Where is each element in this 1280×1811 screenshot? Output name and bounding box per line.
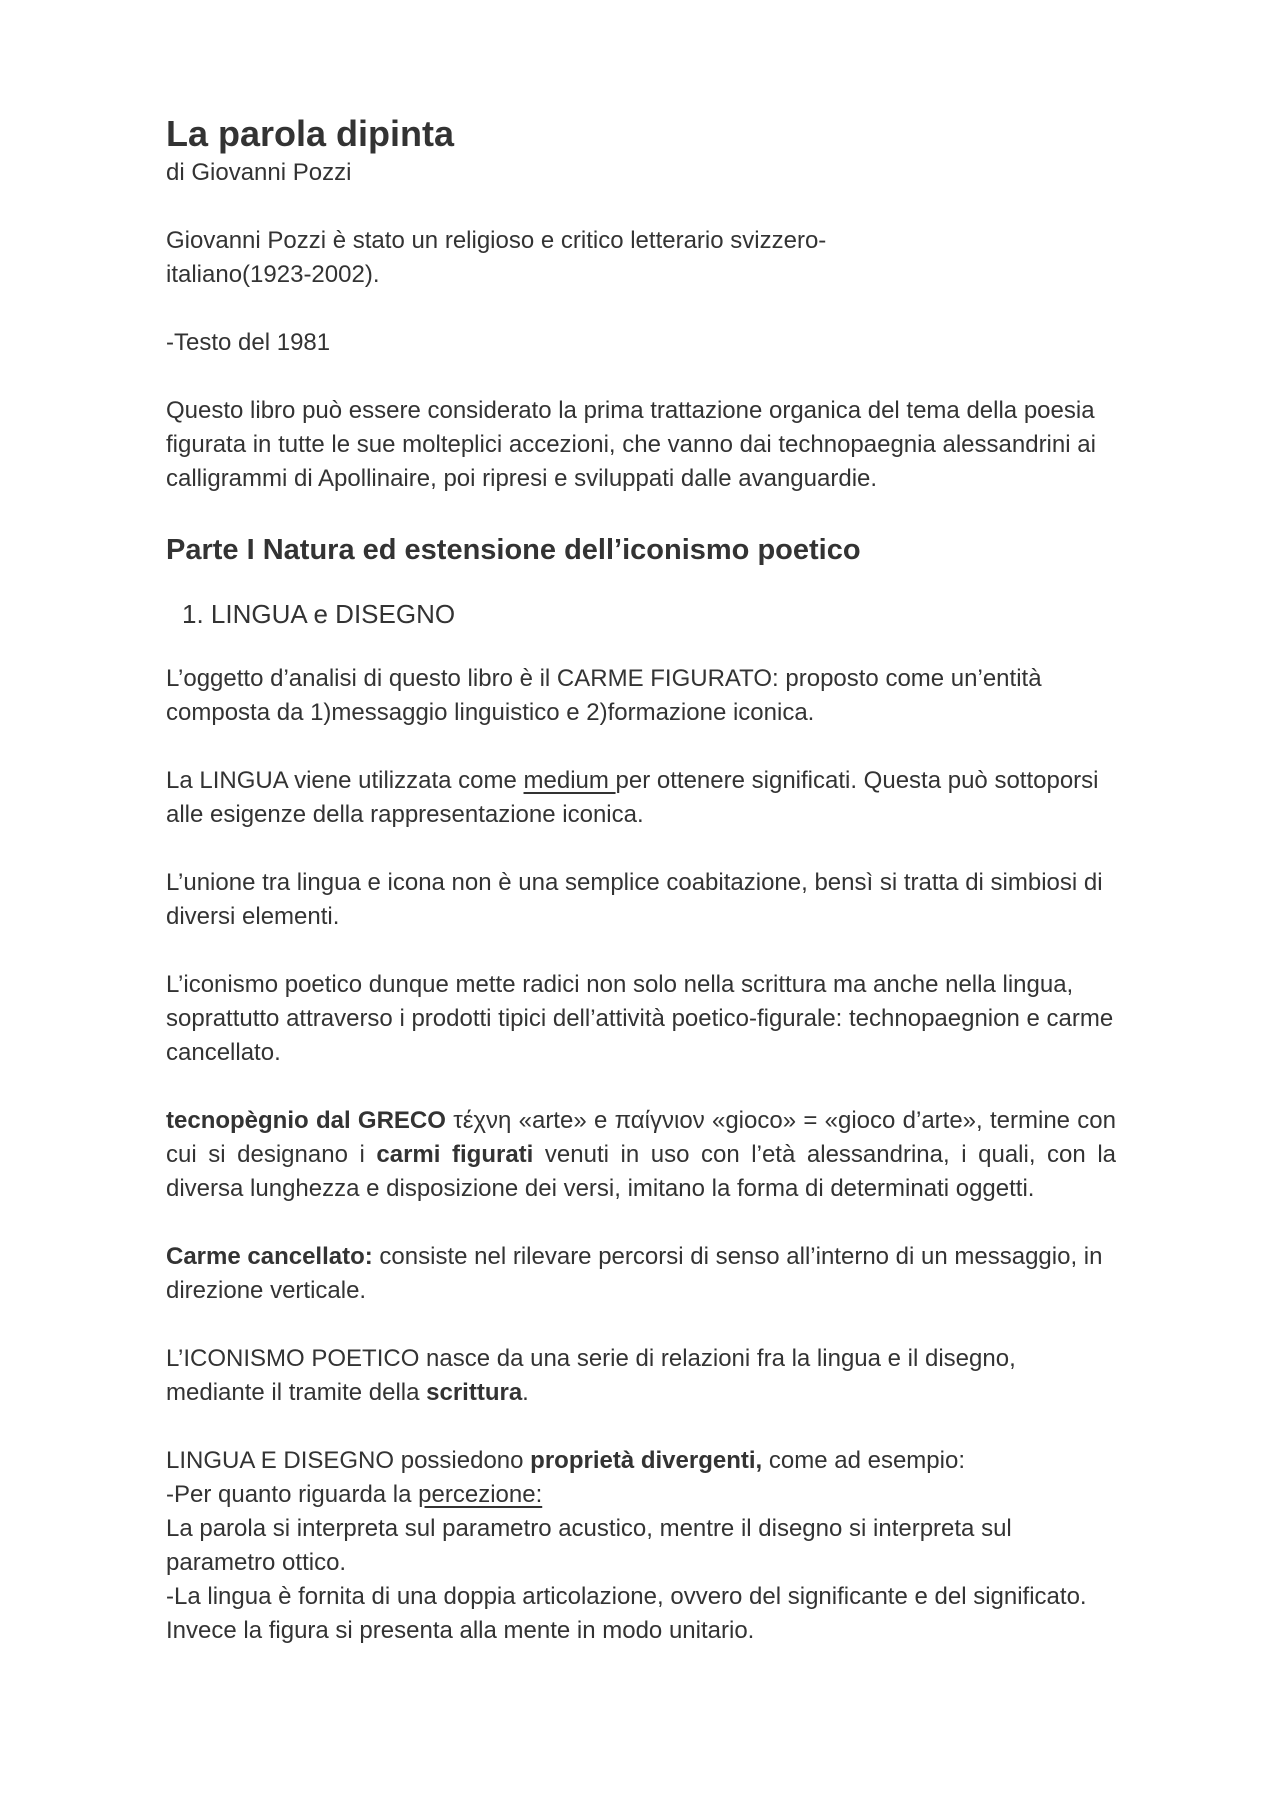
iconismo-paragraph: L’iconismo poetico dunque mette radici non solo nella scrittura ma anche nella lingua, soprattutto attraverso i prodotti tipici dell’attività poetico-figurale: technopaegnion e carme cancellato.	[166, 971, 1114, 1066]
abstract-paragraph: Questo libro può essere considerato la prima trattazione organica del tema della poesia figurata in tutte le sue molteplici accezioni, che vanno dai technopaegnia alessandrini ai calligrammi di Apollinaire, poi ripresi e sviluppati dalle avanguardie.	[166, 397, 1096, 492]
percezione-underlined: percezione:	[418, 1481, 543, 1508]
lingua-disegno-line	[166, 1444, 1116, 1478]
lingua-paragraph	[166, 764, 1116, 832]
carme-cancellato-term: Carme cancellato:	[166, 1243, 373, 1270]
scrittura-term: scrittura	[426, 1379, 523, 1406]
carme-cancellato-paragraph	[166, 1240, 1116, 1308]
carme-cancellato-text: consiste nel rilevare percorsi di senso all’interno di un messaggio, in direzione verticale.	[166, 1243, 1103, 1304]
document-title: La parola dipinta	[166, 113, 455, 154]
percezione-pre: -Per quanto riguarda la	[166, 1481, 419, 1508]
year-note: -Testo del 1981	[166, 329, 331, 356]
tecnopegnio-text-2: venuti in uso con l’età alessandrina, i quali, con la diversa lunghezza e disposizione dei versi, imitano la forma di determinati oggetti.	[166, 1141, 1117, 1202]
carmi-figurati-term: carmi figurati	[376, 1141, 534, 1168]
lingua-text-post: per ottenere significati. Questa può sottoporsi alle esigenze della rappresentazione iconica.	[166, 767, 1099, 828]
medium-underlined: medium	[523, 767, 616, 794]
intro-paragraph	[166, 224, 1116, 292]
lingua-disegno-pre: LINGUA E DISEGNO possiedono	[166, 1447, 531, 1474]
unione-paragraph: L’unione tra lingua e icona non è una semplice coabitazione, bensì si tratta di simbiosi di diversi elementi.	[166, 869, 1103, 930]
numbered-heading: 1. LINGUA e DISEGNO	[182, 599, 456, 629]
lingua-text-pre: La LINGUA viene utilizzata come	[166, 767, 524, 794]
lingua-disegno-block	[166, 1444, 1116, 1648]
tecnopegnio-text-1: τέχνη «arte» e παίγνιον «gioco» = «gioco d’arte», termine con cui si designano i	[166, 1107, 1116, 1168]
iconismo-poetico-text: L’ICONISMO POETICO nasce da una serie di relazioni fra la lingua e il disegno, mediante il tramite della	[166, 1345, 1016, 1406]
carme-figurato-paragraph: L’oggetto d’analisi di questo libro è il CARME FIGURATO: proposto come un’entità composta da 1)messaggio linguistico e 2)formazione iconica.	[166, 665, 1042, 726]
tecnopegnio-paragraph	[166, 1104, 1116, 1206]
intro-line-2: italiano(1923-2002).	[166, 261, 380, 288]
proprieta-divergenti-term: proprietà divergenti,	[530, 1447, 763, 1474]
iconismo-poetico-end: .	[522, 1379, 529, 1406]
iconismo-poetico-paragraph	[166, 1342, 1116, 1410]
parola-acustico-text: La parola si interpreta sul parametro acustico, mentre il disegno si interpreta sul parametro ottico.	[166, 1515, 1012, 1576]
tecnopegnio-term: tecnopègnio dal GRECO	[166, 1107, 446, 1134]
intro-line-1: Giovanni Pozzi è stato un religioso e critico letterario svizzero-	[166, 227, 827, 254]
section-heading: Parte I Natura ed estensione dell’iconismo poetico	[166, 534, 861, 566]
document-page	[166, 112, 1116, 1648]
author-line: di Giovanni Pozzi	[166, 159, 352, 186]
percezione-line	[166, 1478, 1116, 1512]
lingua-disegno-post: come ad esempio:	[762, 1447, 965, 1474]
doppia-articolazione-text: -La lingua è fornita di una doppia articolazione, ovvero del significante e del significato. Invece la figura si presenta alla mente in modo unitario.	[166, 1583, 1087, 1644]
